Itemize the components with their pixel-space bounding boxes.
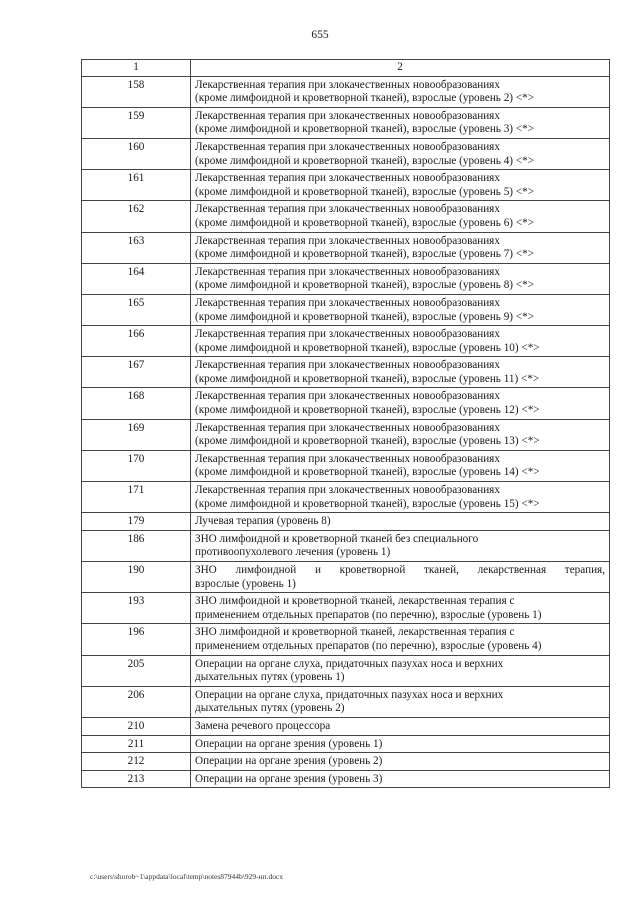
row-description (191, 770, 610, 788)
page-number: 655 (311, 29, 329, 41)
description-line: (кроме лимфоидной и кроветворной тканей), взрослые (уровень 6) <*> (195, 216, 535, 229)
row-code: 169 (82, 419, 191, 450)
row-code: 163 (82, 232, 191, 263)
row-description (191, 562, 610, 593)
row-description (191, 735, 610, 753)
description-line: Лекарственная терапия при злокачественных новообразованиях (195, 452, 500, 465)
row-code: 210 (82, 717, 191, 735)
description-line: Операции на органе зрения (уровень 1) (195, 737, 383, 750)
description-line: Лекарственная терапия при злокачественных новообразованиях (195, 484, 500, 497)
row-code: 193 (82, 593, 191, 624)
table-row (82, 232, 610, 263)
description-line: Лекарственная терапия при злокачественных новообразованиях (195, 296, 500, 309)
table-row (82, 717, 610, 735)
description-line: Лекарственная терапия при злокачественных новообразованиях (195, 328, 500, 341)
description-line: применением отдельных препаратов (по перечню), взрослые (уровень 1) (195, 608, 542, 621)
description-line: Лекарственная терапия при злокачественных новообразованиях (195, 265, 500, 278)
row-code: 213 (82, 770, 191, 788)
table-row (82, 624, 610, 655)
row-code: 159 (82, 107, 191, 138)
table-row (82, 593, 610, 624)
row-code: 161 (82, 170, 191, 201)
row-description (191, 263, 610, 294)
description-line: дыхательных путях (уровень 1) (195, 671, 345, 684)
description-line: ЗНО лимфоидной и кроветворной тканей, лекарственная терапия с (195, 626, 515, 639)
row-code: 206 (82, 686, 191, 717)
footer-file-path: c:\users\shorob~1\appdata\local\temp\notes87944b\929-нп.docx (90, 872, 284, 881)
row-description (191, 513, 610, 531)
description-line: Лучевая терапия (уровень 8) (195, 515, 331, 528)
row-code: 211 (82, 735, 191, 753)
description-line: (кроме лимфоидной и кроветворной тканей), взрослые (уровень 2) <*> (195, 92, 535, 105)
description-line: Лекарственная терапия при злокачественных новообразованиях (195, 421, 500, 434)
row-code: 171 (82, 482, 191, 513)
table-row (82, 482, 610, 513)
description-line: (кроме лимфоидной и кроветворной тканей), взрослые (уровень 9) <*> (195, 310, 535, 323)
table-row (82, 138, 610, 169)
row-code: 190 (82, 562, 191, 593)
column-header-description: 2 (191, 60, 610, 77)
description-line: (кроме лимфоидной и кроветворной тканей), взрослые (уровень 13) <*> (195, 435, 540, 448)
row-description (191, 294, 610, 325)
row-description (191, 530, 610, 561)
table-row (82, 326, 610, 357)
row-description (191, 655, 610, 686)
table-row (82, 450, 610, 481)
row-code: 186 (82, 530, 191, 561)
description-line: (кроме лимфоидной и кроветворной тканей), взрослые (уровень 3) <*> (195, 123, 535, 136)
row-code: 205 (82, 655, 191, 686)
table-row (82, 294, 610, 325)
description-line: (кроме лимфоидной и кроветворной тканей), взрослые (уровень 14) <*> (195, 466, 540, 479)
row-description (191, 753, 610, 771)
description-line: противоопухолевого лечения (уровень 1) (195, 546, 391, 559)
description-line: Лекарственная терапия при злокачественных новообразованиях (195, 78, 500, 91)
table-row (82, 388, 610, 419)
description-line: Операции на органе зрения (уровень 2) (195, 755, 383, 768)
description-line: Лекарственная терапия при злокачественных новообразованиях (195, 172, 500, 185)
row-description (191, 388, 610, 419)
row-code: 196 (82, 624, 191, 655)
row-code: 164 (82, 263, 191, 294)
description-line: Лекарственная терапия при злокачественных новообразованиях (195, 140, 500, 153)
table-row (82, 655, 610, 686)
description-line: Операции на органе слуха, придаточных пазухах носа и верхних (195, 688, 504, 701)
table-row (82, 530, 610, 561)
row-code: 162 (82, 201, 191, 232)
description-line: ЗНО лимфоидной и кроветворной тканей, лекарственная терапия, (195, 564, 605, 576)
table-body (82, 60, 610, 788)
row-description (191, 717, 610, 735)
description-line: (кроме лимфоидной и кроветворной тканей), взрослые (уровень 11) <*> (195, 372, 540, 385)
row-description (191, 107, 610, 138)
row-description (191, 357, 610, 388)
row-code: 167 (82, 357, 191, 388)
row-description (191, 419, 610, 450)
description-line: (кроме лимфоидной и кроветворной тканей), взрослые (уровень 7) <*> (195, 248, 535, 261)
description-line: Лекарственная терапия при злокачественных новообразованиях (195, 203, 500, 216)
table-row (82, 76, 610, 107)
row-description (191, 450, 610, 481)
table-row (82, 562, 610, 593)
row-description (191, 76, 610, 107)
description-line: (кроме лимфоидной и кроветворной тканей), взрослые (уровень 5) <*> (195, 185, 535, 198)
description-line: (кроме лимфоидной и кроветворной тканей), взрослые (уровень 8) <*> (195, 279, 535, 292)
description-line: Лекарственная терапия при злокачественных новообразованиях (195, 234, 500, 247)
description-line: (кроме лимфоидной и кроветворной тканей), взрослые (уровень 12) <*> (195, 404, 540, 417)
table-row (82, 770, 610, 788)
description-line: ЗНО лимфоидной и кроветворной тканей, лекарственная терапия с (195, 595, 515, 608)
description-line: (кроме лимфоидной и кроветворной тканей), взрослые (уровень 15) <*> (195, 497, 540, 510)
row-description (191, 624, 610, 655)
description-line: применением отдельных препаратов (по перечню), взрослые (уровень 4) (195, 639, 542, 652)
table-row (82, 735, 610, 753)
table-row (82, 753, 610, 771)
description-line: Лекарственная терапия при злокачественных новообразованиях (195, 390, 500, 403)
description-line: дыхательных путях (уровень 2) (195, 702, 345, 715)
description-line: Замена речевого процессора (195, 719, 331, 732)
description-line: взрослые (уровень 1) (195, 577, 296, 590)
table-row (82, 419, 610, 450)
row-description (191, 482, 610, 513)
table-row (82, 686, 610, 717)
table-row (82, 201, 610, 232)
row-description (191, 201, 610, 232)
row-description (191, 170, 610, 201)
table-row (82, 357, 610, 388)
description-line: (кроме лимфоидной и кроветворной тканей), взрослые (уровень 10) <*> (195, 341, 540, 354)
row-code: 168 (82, 388, 191, 419)
row-code: 212 (82, 753, 191, 771)
row-description (191, 326, 610, 357)
row-description (191, 593, 610, 624)
row-description (191, 138, 610, 169)
description-line: Лекарственная терапия при злокачественных новообразованиях (195, 109, 500, 122)
row-code: 170 (82, 450, 191, 481)
description-line: Операции на органе зрения (уровень 3) (195, 772, 383, 785)
row-description (191, 686, 610, 717)
table-row (82, 107, 610, 138)
description-line: ЗНО лимфоидной и кроветворной тканей без специального (195, 532, 479, 545)
row-code: 165 (82, 294, 191, 325)
table-header-row (82, 60, 610, 77)
table-row (82, 263, 610, 294)
description-line: Лекарственная терапия при злокачественных новообразованиях (195, 359, 500, 372)
description-line: Операции на органе слуха, придаточных пазухах носа и верхних (195, 657, 504, 670)
procedures-table (81, 59, 610, 788)
row-code: 160 (82, 138, 191, 169)
table-row (82, 513, 610, 531)
table-row (82, 170, 610, 201)
row-description (191, 232, 610, 263)
column-header-code: 1 (82, 60, 191, 77)
row-code: 166 (82, 326, 191, 357)
row-code: 179 (82, 513, 191, 531)
row-code: 158 (82, 76, 191, 107)
description-line: (кроме лимфоидной и кроветворной тканей), взрослые (уровень 4) <*> (195, 154, 535, 167)
